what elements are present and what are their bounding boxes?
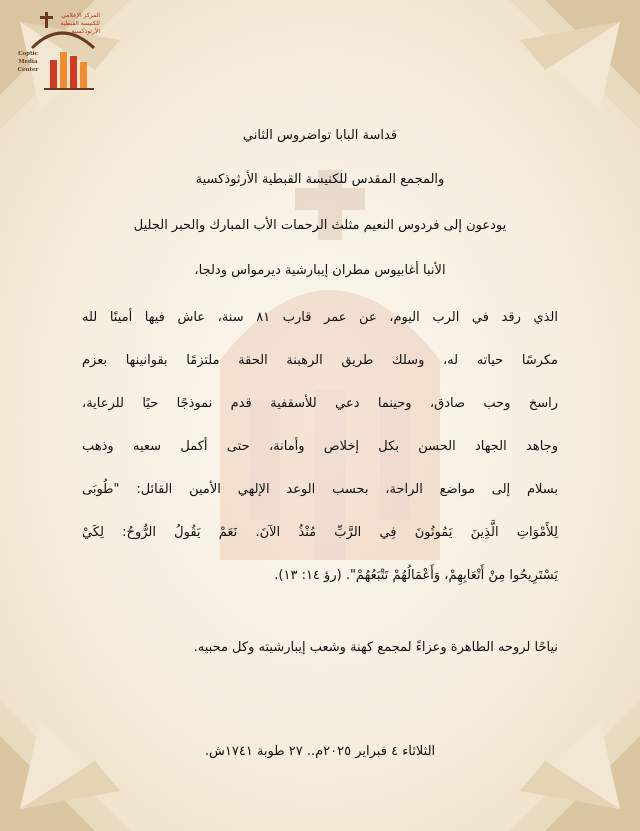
date-line: الثلاثاء ٤ فبراير ٢٠٢٥م.. ٢٧ طوبة ١٧٤١ش. <box>204 744 436 759</box>
header-line-3: يودعون إلى فردوس النعيم مثلث الرحمات الأب المبارك والحبر الجليل <box>133 218 507 233</box>
folded-corner-bottom-right <box>510 701 640 831</box>
body-paragraph <box>82 296 558 597</box>
body-line: لِلأَمْوَاتِ الَّذِينَ يَمُوتُونَ فِي الرَّبِّ مُنْذُ الآنَ. نَعَمْ يَقُولُ الرُّوحُ: لِكَيْ <box>82 525 558 540</box>
body-line: وجاهد الجهاد الحسن بكل إخلاص وأمانة، حتى أكمل سعيه وذهب <box>82 439 558 454</box>
body-line: راسخ وحب صادق، وحينما دعي للأسقفية قدم نموذجًا حيًا للرعاية، <box>82 396 558 411</box>
body-line: الذي رقد في الرب اليوم، عن عمر قارب ٨١ سنة، عاش فيها أمينًا لله <box>82 310 559 325</box>
coptic-media-center-logo <box>14 10 102 92</box>
header-line-2: والمجمع المقدس للكنيسة القبطية الأرثوذكسية <box>195 172 445 187</box>
logo-english-name: Coptic Media Center <box>17 51 39 73</box>
body-line: بسلام إلى مواضع الراحة، بحسب الوعد الإلهي الأمين القائل: "طُوبَى <box>82 482 558 497</box>
logo-arabic-name: المركز الإعلامي للكنيسة القبطية الأرثوذكسية <box>60 12 100 35</box>
header-line-1: قداسة البابا تواضروس الثاني <box>242 128 398 143</box>
header-line-4: الأنبا أغابيوس مطران إيبارشية ديرمواس ودلجا، <box>194 263 446 278</box>
body-line: يَسْتَرِيحُوا مِنْ أَتْعَابِهِمْ، وَأَعْمَالُهُمْ تَتْبَعُهُمْ". (رؤ ١٤: ١٣). <box>274 568 558 583</box>
body-line: مكرسًا حياته له، وسلك طريق الرهبنة الحقة ملتزمًا بقوانينها بعزم <box>82 353 558 368</box>
folded-corner-top-right <box>510 0 640 130</box>
folded-corner-bottom-left <box>0 701 130 831</box>
condolence-line: نياحًا لروحه الطاهرة وعزاءً لمجمع كهنة وشعب إيبارشيته وكل محبيه. <box>193 640 558 655</box>
